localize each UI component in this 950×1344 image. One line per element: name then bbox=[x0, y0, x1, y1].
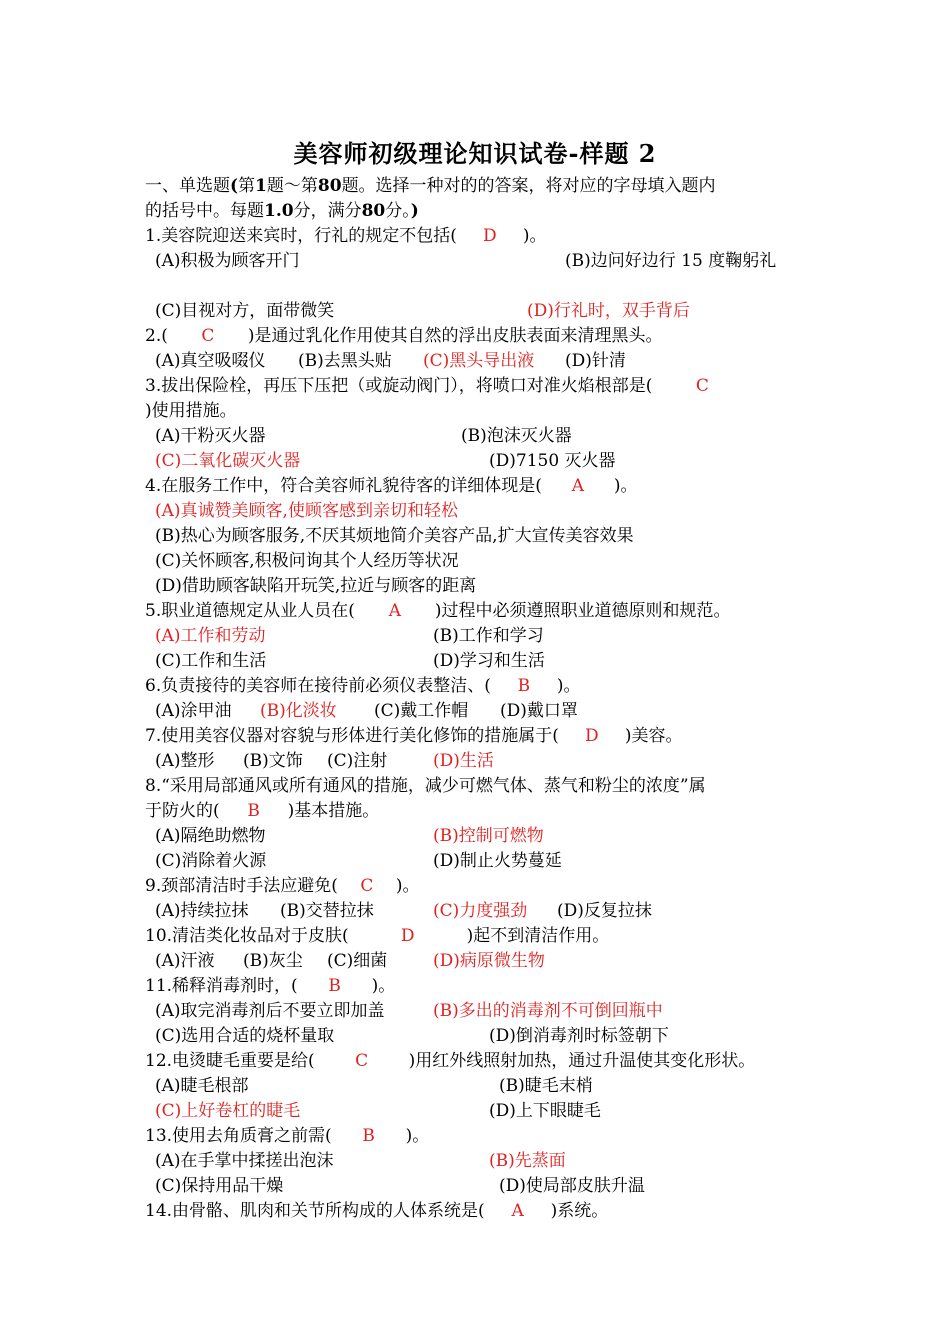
question-11-answer: B bbox=[328, 976, 341, 996]
q3-option-b: (B)泡沫灭火器 bbox=[461, 426, 572, 446]
question-14-stem: 14.由骨骼、肌肉和关节所构成的人体系统是( A )系统。 bbox=[145, 1201, 609, 1221]
q2-option-c: (C)黑头导出液 bbox=[423, 351, 535, 371]
q8-option-c: (C)消除着火源 bbox=[155, 851, 267, 871]
q8-option-b: (B)控制可燃物 bbox=[433, 826, 544, 846]
q13-option-c: (C)保持用品干燥 bbox=[155, 1176, 284, 1196]
q8-option-a: (A)隔绝助燃物 bbox=[155, 826, 266, 846]
q8-option-d: (D)制止火势蔓延 bbox=[433, 851, 562, 871]
q6-option-b: (B)化淡妆 bbox=[260, 701, 337, 721]
q1-option-a: (A)积极为顾客开门 bbox=[155, 251, 300, 271]
q13-option-a: (A)在手掌中揉搓出泡沫 bbox=[155, 1151, 334, 1171]
q3-option-c: (C)二氧化碳灭火器 bbox=[155, 451, 301, 471]
question-13-stem: 13.使用去角质膏之前需( B )。 bbox=[145, 1126, 430, 1146]
q11-option-b: (B)多出的消毒剂不可倒回瓶中 bbox=[433, 1001, 663, 1021]
q10-option-a: (A)汗液 bbox=[155, 951, 215, 971]
q4-option-c: (C)关怀顾客,积极问询其个人经历等状况 bbox=[155, 551, 459, 571]
question-5-answer: A bbox=[388, 601, 401, 621]
question-7-stem: 7.使用美容仪器对容貌与形体进行美化修饰的措施属于( D )美容。 bbox=[145, 726, 683, 746]
question-6-answer: B bbox=[517, 676, 531, 696]
question-1-stem: 1.美容院迎送来宾时，行礼的规定不包括( D )。 bbox=[145, 226, 547, 246]
q10-option-d: (D)病原微生物 bbox=[433, 951, 545, 971]
question-11-stem: 11.稀释消毒剂时，( B )。 bbox=[145, 976, 396, 996]
q9-option-c: (C)力度强劲 bbox=[433, 901, 528, 921]
question-2-answer: C bbox=[201, 326, 215, 346]
question-4-answer: A bbox=[571, 476, 584, 496]
q4-option-d: (D)借助顾客缺陷开玩笑,拉近与顾客的距离 bbox=[155, 576, 477, 596]
q13-option-d: (D)使局部皮肤升温 bbox=[499, 1176, 645, 1196]
q6-option-a: (A)涂甲油 bbox=[155, 701, 232, 721]
q7-option-b: (B)文饰 bbox=[243, 751, 303, 771]
q7-option-c: (C)注射 bbox=[327, 751, 388, 771]
question-8-stem: 8.“采用局部通风或所有通风的措施，减少可燃气体、蒸气和粉尘的浓度”属 bbox=[145, 776, 706, 796]
q2-option-d: (D)针清 bbox=[565, 351, 626, 371]
question-13-answer: B bbox=[362, 1126, 375, 1146]
question-3-stem: 3.拔出保险栓，再压下压把（或旋动阀门），将喷口对准火焰根部是( C bbox=[145, 374, 752, 398]
question-6-stem: 6.负责接待的美容师在接待前必须仪表整洁、( B )。 bbox=[145, 676, 581, 696]
q3-option-d: (D)7150 灭火器 bbox=[489, 451, 616, 471]
question-8-answer: B bbox=[247, 801, 260, 821]
q10-option-b: (B)灰尘 bbox=[243, 951, 303, 971]
question-9-stem: 9.颈部清洁时手法应避免( C )。 bbox=[145, 876, 420, 896]
section-instructions-line2: 的括号中。每题1.0分，满分80分。) bbox=[145, 201, 419, 221]
q5-option-a: (A)工作和劳动 bbox=[155, 626, 266, 646]
question-1-answer: D bbox=[483, 226, 497, 246]
question-3-answer: C bbox=[695, 376, 709, 396]
q5-option-b: (B)工作和学习 bbox=[433, 626, 544, 646]
question-9-answer: C bbox=[360, 876, 374, 896]
question-10-stem: 10.清洁类化妆品对于皮肤( D )起不到清洁作用。 bbox=[145, 926, 610, 946]
question-8-stem-cont: 于防火的( B )基本措施。 bbox=[145, 801, 380, 821]
q11-option-d: (D)倒消毒剂时标签朝下 bbox=[489, 1026, 669, 1046]
q1-option-b: (B)边问好边行 15 度鞠躬礼 bbox=[565, 251, 777, 271]
q11-option-c: (C)选用合适的烧杯量取 bbox=[155, 1026, 335, 1046]
question-12-answer: C bbox=[355, 1051, 369, 1071]
q12-option-b: (B)睫毛末梢 bbox=[499, 1076, 593, 1096]
q10-option-c: (C)细菌 bbox=[327, 951, 388, 971]
q2-option-b: (B)去黑头贴 bbox=[298, 351, 392, 371]
q4-option-b: (B)热心为顾客服务,不厌其烦地简介美容产品,扩大宣传美容效果 bbox=[155, 526, 634, 546]
q12-option-a: (A)睫毛根部 bbox=[155, 1076, 249, 1096]
q12-option-c: (C)上好卷杠的睫毛 bbox=[155, 1101, 301, 1121]
q6-option-d: (D)戴口罩 bbox=[500, 701, 578, 721]
q12-option-d: (D)上下眼睫毛 bbox=[489, 1101, 601, 1121]
question-7-answer: D bbox=[585, 726, 599, 746]
question-10-answer: D bbox=[400, 926, 415, 946]
page-title: 美容师初级理论知识试卷-样题 2 bbox=[293, 139, 657, 168]
q1-option-c: (C)目视对方，面带微笑 bbox=[155, 301, 335, 321]
question-12-stem: 12.电烫睫毛重要是给( C )用红外线照射加热，通过升温使其变化形状。 bbox=[145, 1051, 756, 1071]
q13-option-b: (B)先蒸面 bbox=[489, 1151, 566, 1171]
q7-option-d: (D)生活 bbox=[433, 751, 494, 771]
q9-option-a: (A)持续拉抹 bbox=[155, 901, 249, 921]
question-3-stem-cont: )使用措施。 bbox=[145, 401, 237, 421]
section-instructions-line1: 一、单选题(第1题～第80题。选择一种对的的答案，将对应的字母填入题内 bbox=[145, 176, 716, 196]
question-2-stem: 2.( C )是通过乳化作用使其自然的浮出皮肤表面来清理黑头。 bbox=[145, 326, 663, 346]
q9-option-d: (D)反复拉抹 bbox=[557, 901, 652, 921]
q4-option-a: (A)真诚赞美顾客,使顾客感到亲切和轻松 bbox=[155, 501, 458, 521]
q6-option-c: (C)戴工作帽 bbox=[374, 701, 469, 721]
q7-option-a: (A)整形 bbox=[155, 751, 215, 771]
q2-option-a: (A)真空吸啜仪 bbox=[155, 351, 266, 371]
q5-option-d: (D)学习和生活 bbox=[433, 651, 545, 671]
q1-option-d: (D)行礼时，双手背后 bbox=[527, 301, 690, 321]
q5-option-c: (C)工作和生活 bbox=[155, 651, 267, 671]
question-14-answer: A bbox=[511, 1201, 524, 1221]
q9-option-b: (B)交替拉抹 bbox=[280, 901, 374, 921]
q3-option-a: (A)干粉灭火器 bbox=[155, 426, 266, 446]
question-4-stem: 4.在服务工作中，符合美容师礼貌待客的详细体现是( A )。 bbox=[145, 476, 638, 496]
q11-option-a: (A)取完消毒剂后不要立即加盖 bbox=[155, 1001, 385, 1021]
question-5-stem: 5.职业道德规定从业人员在( A )过程中必须遵照职业道德原则和规范。 bbox=[145, 601, 731, 621]
